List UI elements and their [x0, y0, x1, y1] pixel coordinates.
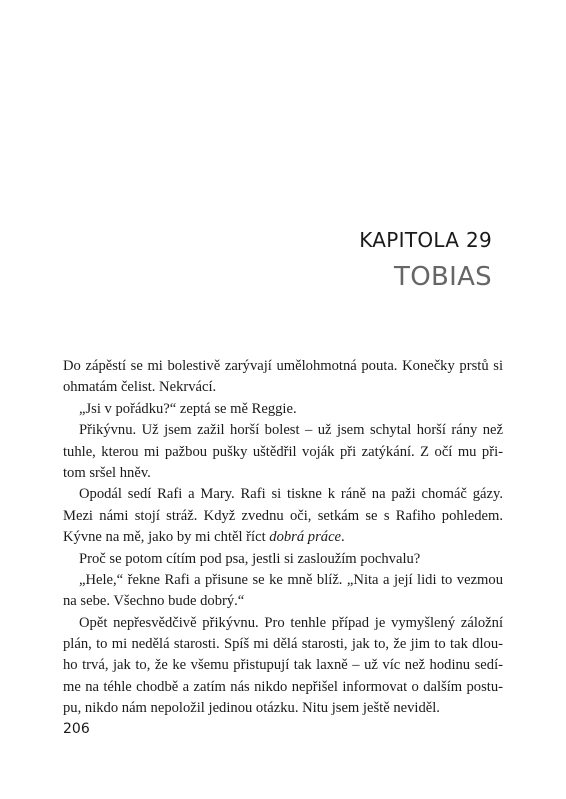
text-line: „Jsi v pořádku?“ zeptá se mě Reggie. — [79, 400, 297, 417]
text-line: „Hele,“ řekne Rafi a přisune se ke mně blíž. „Nita a její lidi to vezmou — [79, 571, 503, 588]
text-line: ho trvá, jak to, že ke všemu přistupují tak laxně – už víc než hodinu sedí- — [63, 657, 503, 674]
body-text — [63, 356, 503, 720]
text-segment: . — [341, 529, 345, 546]
page-number: 206 — [63, 721, 90, 737]
text-line: Mezi námi stojí stráž. Když zvednu oči, setkám se s Rafiho pohledem. — [63, 507, 503, 524]
text-line: Přikývnu. Už jsem zažil horší bolest – už jsem schytal horší rány než — [79, 422, 503, 439]
text-segment: Kývne na mě, jako by mi chtěl říct — [63, 529, 270, 546]
text-line: tom sršel hněv. — [63, 464, 151, 481]
text-line: ohmatám čelist. Nekrvácí. — [63, 379, 217, 396]
text-line: pu, nikdo nám nepoložil jedinou otázku. Nitu jsem ještě neviděl. — [63, 700, 440, 717]
chapter-title: TOBIAS — [394, 262, 492, 292]
chapter-number: KAPITOLA 29 — [359, 228, 492, 252]
text-line: Proč se potom cítím pod psa, jestli si zasloužím pochvalu? — [79, 550, 421, 567]
text-line: me na téhle chodbě a zatím nás nikdo nepřišel informovat o dalším postu- — [63, 678, 503, 695]
text-line: plán, to mi nedělá starosti. Spíš mi dělá starosti, jak to, že jim to tak dlou- — [63, 636, 503, 653]
emphasized-text: dobrá práce — [269, 529, 342, 546]
text-line: Opodál sedí Rafi a Mary. Rafi si tiskne k ráně na paži chomáč gázy. — [79, 486, 503, 503]
text-line: na sebe. Všechno bude dobrý.“ — [63, 593, 245, 610]
text-line — [63, 527, 503, 548]
text-line: Opět nepřesvědčivě přikývnu. Pro tenhle případ je vymyšlený záložní — [79, 614, 503, 631]
text-line: Do zápěstí se mi bolestivě zarývají umělohmotná pouta. Konečky prstů si — [63, 358, 503, 374]
text-line: tuhle, kterou mi pažbou pušky uštědřil voják při zatýkání. Z očí mu při- — [63, 443, 503, 460]
